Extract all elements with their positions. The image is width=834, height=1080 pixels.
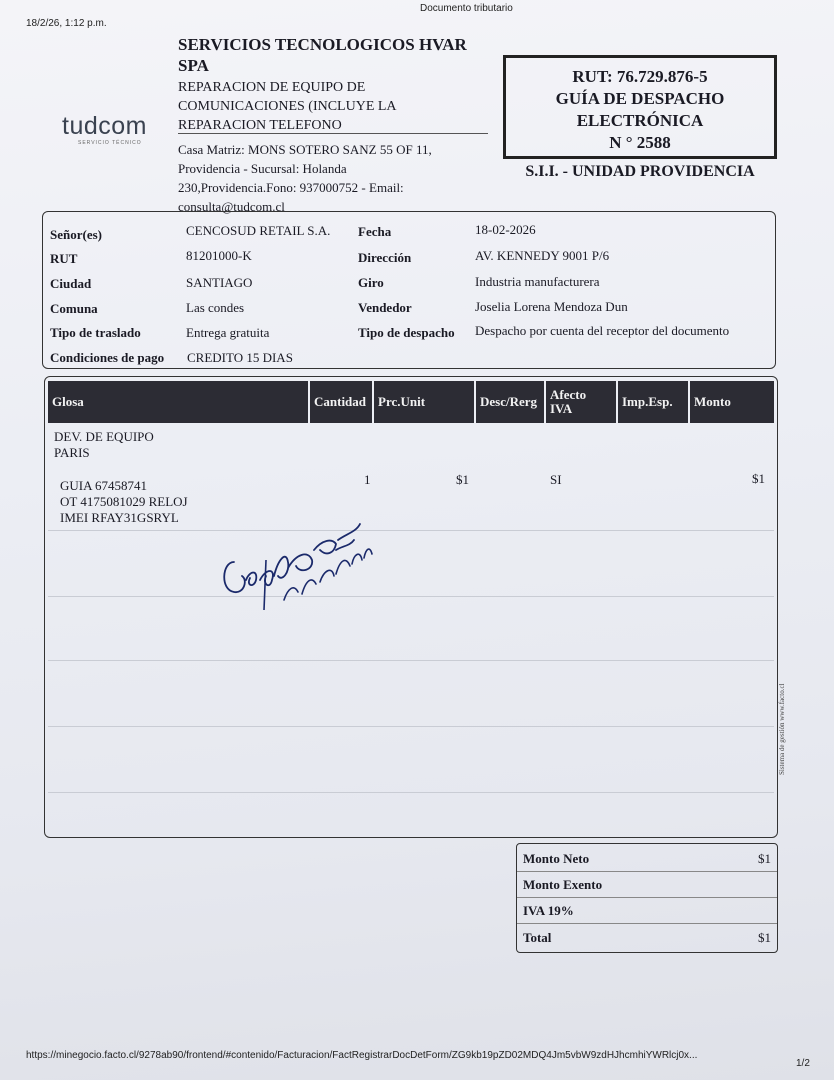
company-name-line: SPA [178, 56, 209, 75]
label-traslado: Tipo de traslado [50, 325, 141, 340]
company-logo-tagline: SERVICIO TÉCNICO [78, 140, 142, 146]
issuer-rut: RUT: 76.729.876-5 [572, 67, 708, 86]
activity-line: REPARACION DE EQUIPO DE [178, 80, 366, 95]
label-rut: RUT [50, 251, 78, 266]
value-fecha: 18-02-2026 [475, 222, 536, 237]
header-iva-label: IVA [550, 401, 573, 416]
item-glosa-line: PARIS [54, 445, 90, 460]
item-detail-line: OT 4175081029 RELOJ [60, 494, 188, 509]
label-giro: Giro [358, 275, 384, 290]
item-afecto-iva: SI [550, 472, 562, 487]
document-type: GUÍA DE DESPACHO [555, 89, 725, 108]
total-value: $1 [758, 930, 771, 945]
client-info-box [42, 211, 776, 369]
sii-unit: S.I.I. - UNIDAD PROVIDENCIA [525, 163, 755, 180]
header-imp-esp: Imp.Esp. [618, 381, 688, 423]
folio-box [503, 55, 777, 159]
item-detail-line: GUIA 67458741 [60, 478, 148, 493]
footer-url: https://minegocio.facto.cl/9278ab90/frontend/#contenido/Facturacion/FactRegistrarDocDetForm/ZG9kb19pZD02MDQ4Jm5vbW9zdHJhcmhiYWRlcj0x... [26, 1050, 698, 1061]
label-direccion: Dirección [358, 250, 412, 265]
item-glosa [54, 429, 154, 461]
items-box [44, 376, 778, 838]
total-neto-value: $1 [758, 851, 771, 866]
value-ciudad: SANTIAGO [186, 275, 253, 290]
value-giro: Industria manufacturera [475, 274, 600, 289]
total-neto-label: Monto Neto [523, 851, 590, 866]
company-name [178, 34, 508, 76]
page-number: 1/2 [796, 1058, 810, 1069]
row-divider [48, 792, 774, 793]
totals-box [516, 843, 778, 953]
document-number: N ° 2588 [609, 133, 671, 152]
row-divider [48, 530, 774, 531]
header-desc-rerg: Desc/Rerg [476, 381, 544, 423]
label-comuna: Comuna [50, 301, 98, 316]
total-label: Total [523, 930, 552, 945]
document-type: ELECTRÓNICA [576, 111, 704, 130]
header-afecto-label: Afecto [550, 387, 587, 402]
value-pago: CREDITO 15 DIAS [187, 350, 293, 365]
row-divider [48, 596, 774, 597]
item-glosa-line: DEV. DE EQUIPO [54, 429, 154, 444]
total-exento-label: Monto Exento [523, 877, 603, 892]
system-note: Sistema de gestión www.facto.cl [778, 683, 786, 775]
item-prc-unit: $1 [456, 472, 469, 487]
label-despacho: Tipo de despacho [358, 325, 455, 340]
address-line: consulta@tudcom.cl [178, 199, 285, 214]
item-cantidad: 1 [364, 472, 371, 487]
label-ciudad: Ciudad [50, 276, 92, 291]
label-pago: Condiciones de pago [50, 350, 165, 365]
value-direccion: AV. KENNEDY 9001 P/6 [475, 248, 610, 263]
item-monto: $1 [752, 471, 765, 486]
item-details [60, 478, 188, 526]
row-divider [48, 726, 774, 727]
header-afecto-iva [546, 381, 616, 423]
value-senor: CENCOSUD RETAIL S.A. [186, 223, 331, 238]
company-activity [178, 78, 478, 135]
header-glosa: Glosa [48, 381, 308, 423]
company-divider [178, 133, 488, 134]
print-datetime: 18/2/26, 1:12 p.m. [26, 18, 107, 29]
item-detail-line: IMEI RFAY31GSRYL [60, 510, 179, 525]
value-traslado: Entrega gratuita [186, 325, 270, 340]
header-cantidad: Cantidad [310, 381, 372, 423]
totals-divider [517, 923, 777, 924]
value-vendedor: Joselia Lorena Mendoza Dun [475, 299, 628, 314]
label-fecha: Fecha [358, 224, 392, 239]
totals-divider [517, 871, 777, 872]
value-comuna: Las condes [186, 300, 245, 315]
handwritten-signature [216, 510, 376, 610]
total-iva-label: IVA 19% [523, 903, 574, 918]
label-vendedor: Vendedor [358, 300, 412, 315]
label-senor: Señor(es) [50, 227, 102, 242]
address-line: 230,Providencia.Fono: 937000752 - Email: [178, 180, 404, 195]
company-logo: tudcom [62, 112, 147, 140]
row-divider [48, 660, 774, 661]
print-doc-title: Documento tributario [420, 3, 513, 14]
header-prc-unit: Prc.Unit [374, 381, 474, 423]
value-despacho: Despacho por cuenta del receptor del documento [475, 323, 730, 338]
activity-line: COMUNICACIONES (INCLUYE LA [178, 99, 397, 114]
value-rut: 81201000-K [186, 248, 252, 263]
address-line: Casa Matriz: MONS SOTERO SANZ 55 OF 11, [178, 142, 432, 157]
header-monto: Monto [690, 381, 774, 423]
totals-divider [517, 897, 777, 898]
activity-line: REPARACION TELEFONO [178, 118, 342, 133]
address-line: Providencia - Sucursal: Holanda [178, 161, 347, 176]
company-address [178, 140, 478, 216]
company-name-line: SERVICIOS TECNOLOGICOS HVAR [178, 35, 467, 54]
